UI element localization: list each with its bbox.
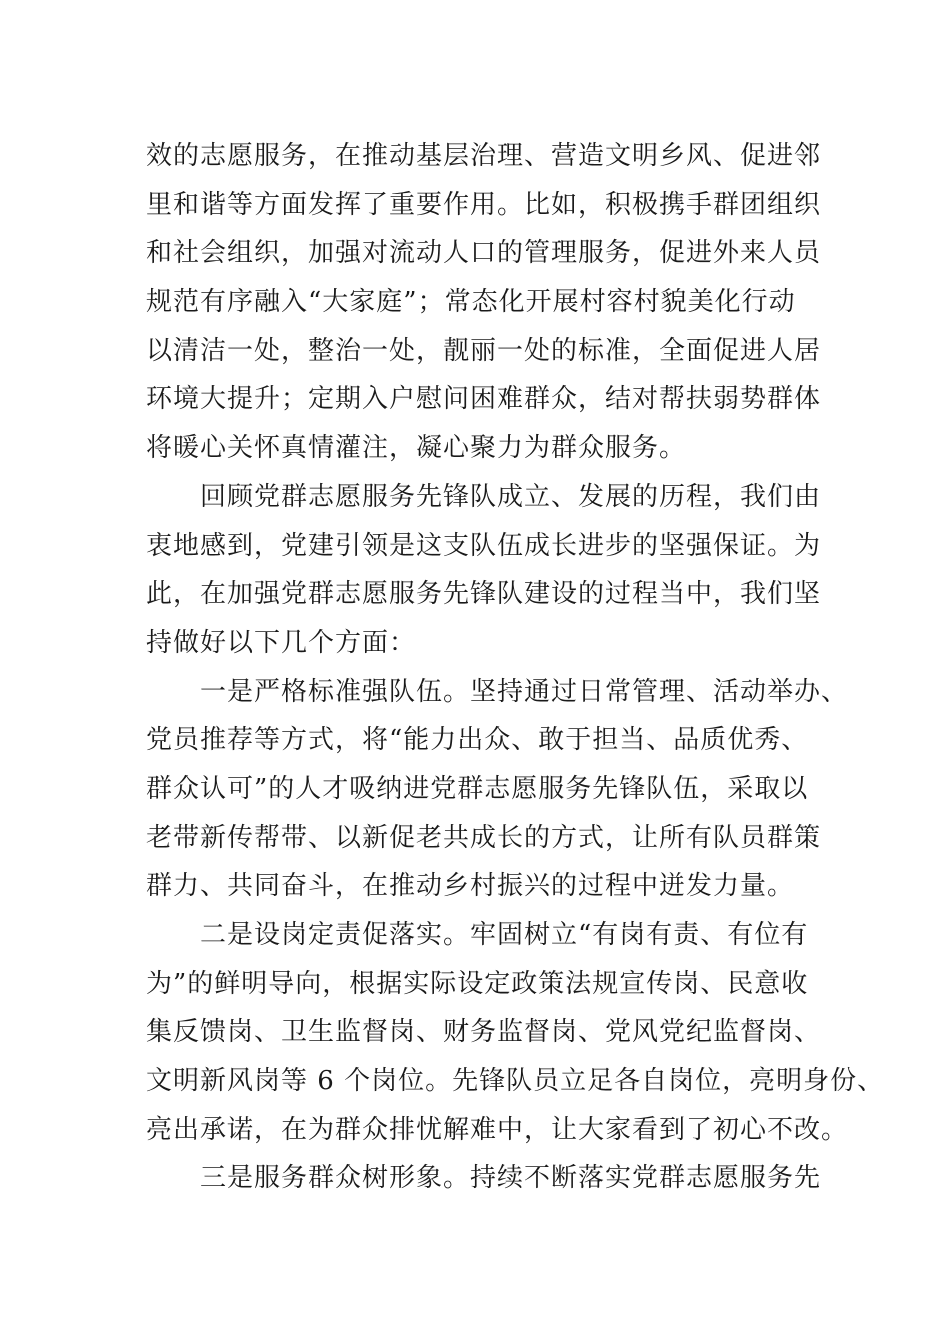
text-line: 群力、共同奋斗，在推动乡村振兴的过程中迸发力量。 bbox=[146, 871, 795, 902]
text-line: 亮出承诺，在为群众排忧解难中，让大家看到了初心不改。 bbox=[146, 1114, 849, 1145]
text-line: 将暖心关怀真情灌注，凝心聚力为群众服务。 bbox=[146, 433, 687, 464]
text-line: 此，在加强党群志愿服务先锋队建设的过程当中，我们坚 bbox=[146, 579, 822, 610]
text-line: 衷地感到，党建引领是这支队伍成长进步的坚强保证。为 bbox=[146, 530, 822, 561]
paragraph-start-line: 一是严格标准强队伍。坚持通过日常管理、活动举办、 bbox=[200, 676, 849, 707]
text-line: 效的志愿服务，在推动基层治理、营造文明乡风、促进邻 bbox=[146, 141, 822, 171]
text-line: 党员推荐等方式，将“能力出众、敢于担当、品质优秀、 bbox=[146, 725, 809, 756]
text-line: 以清洁一处，整治一处，靓丽一处的标准，全面促进人居 bbox=[146, 335, 822, 366]
text-line: 为”的鲜明导向，根据实际设定政策法规宣传岗、民意收 bbox=[146, 968, 809, 999]
text-line: 里和谐等方面发挥了重要作用。比如，积极携手群团组织 bbox=[146, 189, 822, 220]
text-line: 持做好以下几个方面： bbox=[146, 627, 417, 658]
paragraph-start-line: 回顾党群志愿服务先锋队成立、发展的历程，我们由 bbox=[200, 481, 822, 512]
text-line: 环境大提升；定期入户慰问困难群众，结对帮扶弱势群体 bbox=[146, 384, 822, 415]
text-line: 群众认可”的人才吸纳进党群志愿服务先锋队伍，采取以 bbox=[146, 773, 809, 804]
paragraph-start-line: 二是设岗定责促落实。牢固树立“有岗有责、有位有 bbox=[200, 920, 809, 950]
body-text bbox=[146, 132, 885, 1203]
text-line: 集反馈岗、卫生监督岗、财务监督岗、党风党纪监督岗、 bbox=[146, 1017, 822, 1048]
text-line: 规范有序融入“大家庭”；常态化开展村容村貌美化行动 bbox=[146, 287, 796, 318]
text-line: 文明新风岗等 6 个岗位。先锋队员立足各自岗位，亮明身份、 bbox=[146, 1066, 885, 1097]
text-line: 和社会组织，加强对流动人口的管理服务，促进外来人员 bbox=[146, 238, 822, 269]
text-line: 老带新传帮带、以新促老共成长的方式，让所有队员群策 bbox=[146, 822, 822, 853]
paragraph-start-line: 三是服务群众树形象。持续不断落实党群志愿服务先 bbox=[200, 1163, 822, 1194]
